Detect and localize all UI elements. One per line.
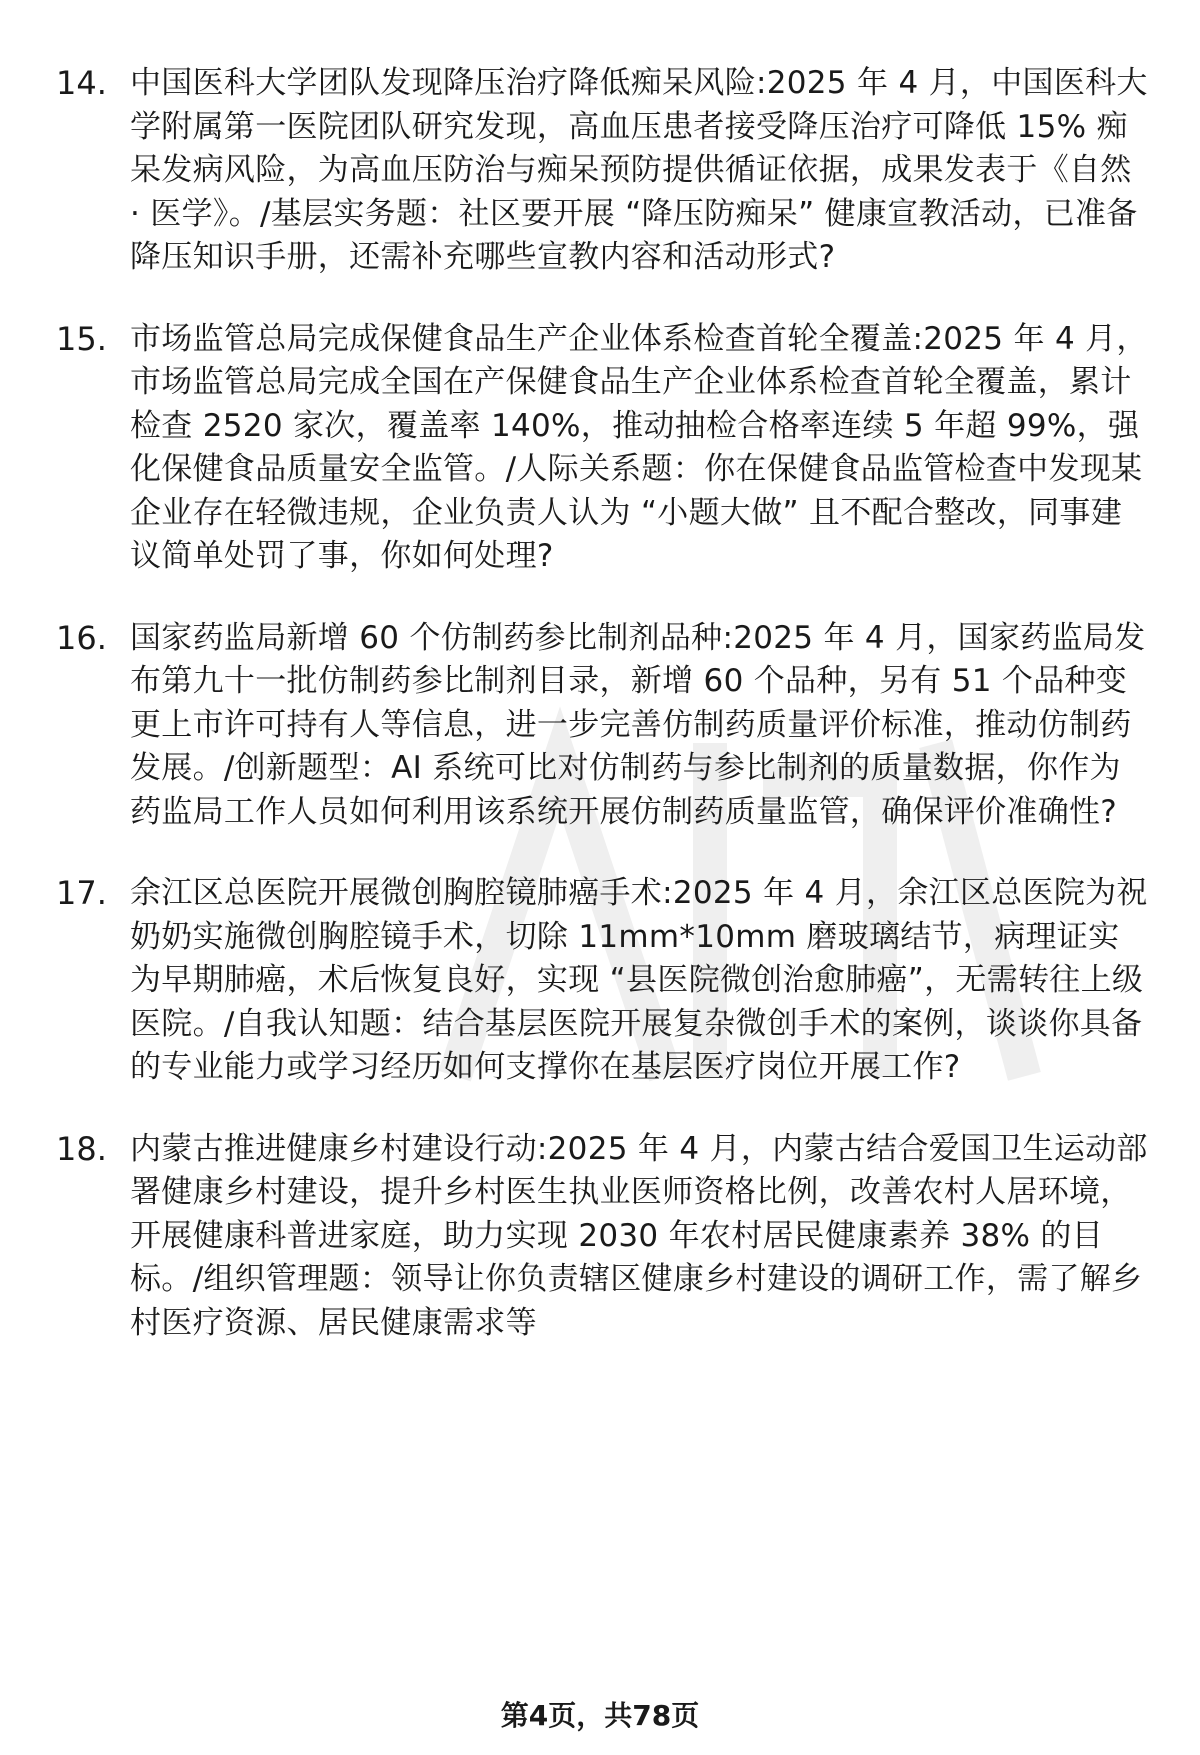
- question-item: [56, 617, 1156, 835]
- page-number-footer: 第4页，共78页: [500, 1699, 700, 1732]
- question-item: [56, 318, 1156, 579]
- question-item: [56, 1128, 1156, 1346]
- question-item: [56, 62, 1156, 280]
- question-number: 16.: [56, 618, 107, 657]
- question-number: 17.: [56, 874, 107, 912]
- question-item: [56, 872, 1156, 1090]
- question-text: 内蒙古推进健康乡村建设行动:2025 年 4 月，内蒙古结合爱国卫生运动部署健康乡村建设，提升乡村医生执业医师资格比例，改善农村人居环境，开展健康科普进家庭，助力实现 2030 年农村居民健康素养 38% 的目标。/组织管理题：领导让你负责辖区健康乡村建设的调研工作，需了解乡村医疗资源、居民健康需求等: [130, 1130, 1148, 1341]
- question-number: 15.: [56, 319, 107, 358]
- question-text: 余江区总医院开展微创胸腔镜肺癌手术:2025 年 4 月，余江区总医院为祝奶奶实施微创胸腔镜手术，切除 11mm*10mm 磨玻璃结节，病理证实为早期肺癌，术后恢复良好，实现 “县医院微创治愈肺癌”，无需转往上级医院。/自我认知题：结合基层医院开展复杂微创手术的案例，谈谈你具备的专业能力或学习经历如何支撑你在基层医疗岗位开展工作?: [130, 875, 1148, 1085]
- question-text: 市场监管总局完成保健食品生产企业体系检查首轮全覆盖:2025 年 4 月，市场监管总局完成全国在产保健食品生产企业体系检查首轮全覆盖，累计检查 2520 家次，覆盖率 140%，推动抽检合格率连续 5 年超 99%，强化保健食品质量安全监管。/人际关系题：你在保健食品监管检查中发现某企业存在轻微违规，企业负责人认为 “小题大做” 且不配合整改，同事建议简单处罚了事，你如何处理?: [130, 320, 1148, 574]
- question-number: 14.: [56, 64, 107, 102]
- question-text: 国家药监局新增 60 个仿制药参比制剂品种:2025 年 4 月，国家药监局发布第九十一批仿制药参比制剂目录，新增 60 个品种，另有 51 个品种变更上市许可持有人等信息，进一步完善仿制药质量评价标准，推动仿制药发展。/创新题型：AI 系统可比对仿制药与参比制剂的质量数据，你作为药监局工作人员如何利用该系统开展仿制药质量监管，确保评价准确性?: [130, 619, 1146, 830]
- question-list: [56, 62, 1156, 1383]
- question-number: 18.: [56, 1129, 107, 1168]
- question-text: 中国医科大学团队发现降压治疗降低痴呆风险:2025 年 4 月，中国医科大学附属第一医院团队研究发现，高血压患者接受降压治疗可降低 15% 痴呆发病风险，为高血压防治与痴呆预防提供循证依据，成果发表于《自然 · 医学》。/基层实务题：社区要开展 “降压防痴呆” 健康宣教活动，已准备降压知识手册，还需补充哪些宣教内容和活动形式?: [130, 65, 1148, 275]
